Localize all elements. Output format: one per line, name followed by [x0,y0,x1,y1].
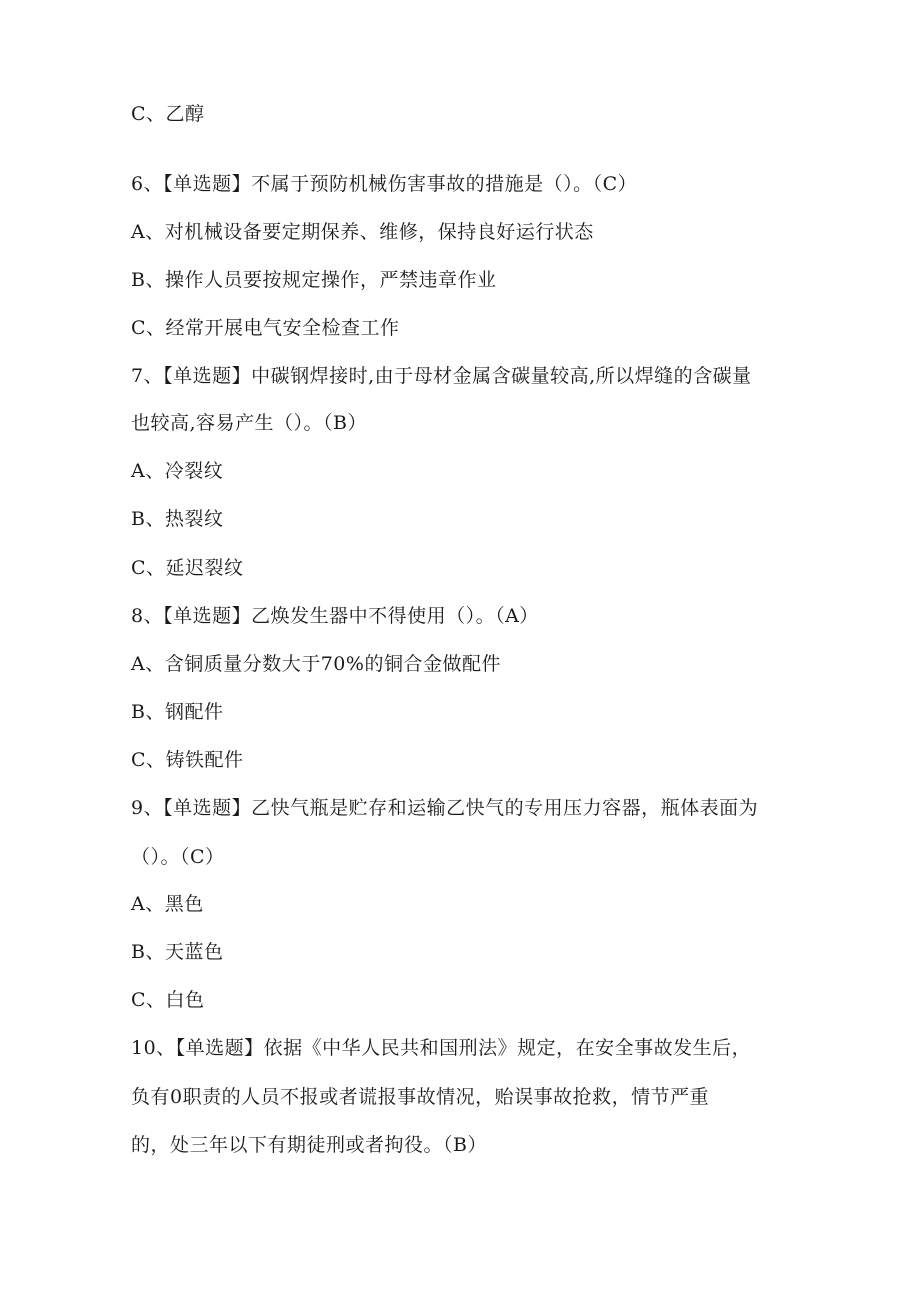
question-9-line-2: （）。（C） [131,846,225,868]
option-b-q7: B、热裂纹 [131,508,224,530]
question-6: 6、【单选题】不属于预防机械伤害事故的措施是（）。（C） [131,173,638,195]
question-8: 8、【单选题】乙焕发生器中不得使用（）。（A） [131,605,539,627]
question-7-line-1: 7、【单选题】中碳钢焊接时,由于母材金属含碳量较高,所以焊缝的含碳量 [131,365,752,387]
question-9-line-1: 9、【单选题】乙快气瓶是贮存和运输乙快气的专用压力容器，瓶体表面为 [131,797,759,819]
option-a-q7: A、冷裂纹 [131,460,224,482]
option-a-q8: A、含铜质量分数大于70%的铜合金做配件 [131,653,501,675]
option-c-q6: C、经常开展电气安全检查工作 [131,317,400,339]
question-10-line-2: 负有0职责的人员不报或者谎报事故情况，贻误事故抢救，情节严重 [131,1086,710,1108]
option-c-q9: C、白色 [131,989,205,1011]
question-7-line-2: 也较高,容易产生（）。（B） [131,412,368,434]
question-10-line-3: 的，处三年以下有期徒刑或者拘役。（B） [131,1134,487,1156]
option-b-q8: B、钢配件 [131,701,224,723]
option-a-q9: A、黑色 [131,893,204,915]
option-c-q8: C、铸铁配件 [131,749,244,771]
option-b-q6: B、操作人员要按规定操作，严禁违章作业 [131,269,497,291]
option-a-q6: A、对机械设备要定期保养、维修，保持良好运行状态 [131,221,594,243]
option-c-q7: C、延迟裂纹 [131,557,244,579]
option-b-q9: B、天蓝色 [131,941,224,963]
question-10-line-1: 10、【单选题】依据《中华人民共和国刑法》规定，在安全事故发生后， [131,1037,752,1059]
option-c-q5: C、乙醇 [131,103,205,125]
